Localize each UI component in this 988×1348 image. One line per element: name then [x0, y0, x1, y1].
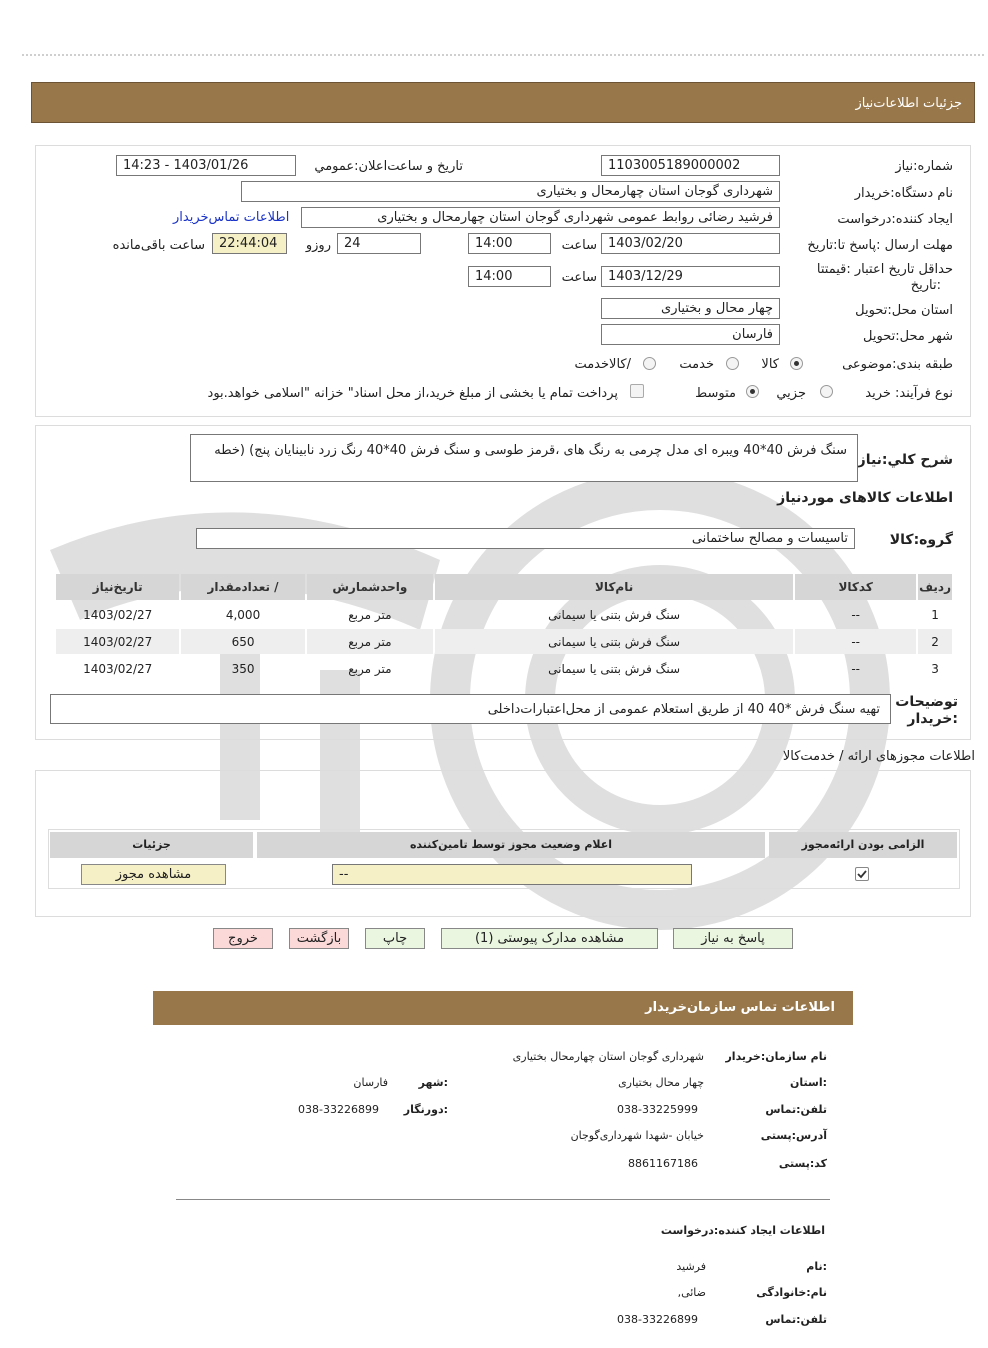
buyer-contact-title: اطلاعات تماس سازمان‌خریدار	[645, 1000, 835, 1015]
contact-postal-label: کد:پستی	[778, 1157, 827, 1170]
buyer-org-label: نام دستگاه:خریدار	[854, 186, 953, 201]
permits-title: اطلاعات مجوزهای ارائه / خدمت‌کالا	[782, 749, 975, 764]
creator-label: ایجاد کننده:درخواست	[837, 212, 953, 227]
cell-code: --	[851, 661, 860, 676]
creator-name-value: فرشید	[676, 1260, 706, 1273]
view-permit-button[interactable]: مشاهده مجوز	[81, 864, 226, 885]
cell-name: سنگ فرش بتنی یا سیمانی	[548, 607, 681, 622]
goods-group-field: تاسیسات و مصالح ساختمانی	[196, 528, 855, 549]
process-minor-label: جزيي	[776, 386, 806, 401]
cell-date: 1403/02/27	[83, 607, 153, 622]
cell-qty: 650	[181, 629, 304, 654]
creator-phone-value: 038-33226899	[617, 1313, 698, 1326]
process-minor-radio[interactable]	[820, 385, 833, 398]
validity-time-label: ساعت	[561, 270, 597, 285]
validity-label-1: حداقل تاریخ اعتبار :قیمتتا	[816, 262, 953, 277]
reply-button[interactable]: پاسخ به نیاز	[673, 928, 793, 949]
permits-col-required: الزامی بودن ارائه‌مجوز	[769, 832, 957, 858]
province-field: چهار محال و بختیاری	[601, 298, 780, 319]
goods-table-header	[56, 574, 952, 600]
category-service-radio[interactable]	[726, 357, 739, 370]
days-label: روزو	[305, 238, 331, 253]
cell-name: سنگ فرش بتنی یا سیمانی	[548, 661, 681, 676]
cell-row: 3	[931, 661, 939, 676]
summary-field: سنگ فرش 40*40 ویبره ای مدل چرمی به رنگ های ،قرمز طوسی و سنگ فرش 40*40 رنگ زرد نابینایان پنج) (خطه	[190, 434, 858, 482]
print-button[interactable]: چاپ	[365, 928, 425, 949]
exit-button[interactable]: خروج	[213, 928, 273, 949]
cell-qty: 4,000	[225, 607, 261, 622]
summary-label: شرح کلي:نیاز	[857, 452, 953, 468]
treasury-checkbox[interactable]	[630, 384, 644, 398]
process-medium-label: متوسط	[695, 386, 736, 401]
cell-unit: متر مربع	[348, 607, 392, 622]
col-name: نام‌کالا	[435, 574, 793, 600]
buyer-org-field: شهرداری گوجان استان چهارمحال و بختیاری	[241, 181, 780, 202]
col-unit: واحدشمارش	[307, 574, 433, 600]
cell-code: --	[795, 629, 916, 654]
announce-label: تاریخ و ساعت‌اعلان:عمومي	[314, 159, 463, 174]
category-goods-radio[interactable]	[790, 357, 803, 370]
validity-date-field: 1403/12/29	[601, 266, 780, 287]
deadline-label: مهلت ارسال :پاسخ تا:تاریخ	[807, 238, 953, 253]
category-goods-label: کالا	[761, 357, 779, 372]
category-goods-service-radio[interactable]	[643, 357, 656, 370]
cell-date: 1403/02/27	[83, 661, 153, 676]
contact-address-value: خیابان -شهدا شهرداری‌گوجان	[570, 1129, 704, 1142]
details-header-bar	[31, 82, 975, 123]
deadline-time-label: ساعت	[561, 238, 597, 253]
cell-unit: متر مربع	[307, 629, 433, 654]
buyer-contact-header-bar	[153, 991, 853, 1025]
contact-fax-value: 038-33226899	[298, 1103, 379, 1116]
contact-phone-label: تلفن:تماس	[765, 1103, 827, 1116]
goods-table	[54, 572, 954, 683]
cell-qty: 350	[231, 661, 255, 676]
city-field: فارسان	[601, 324, 780, 345]
need-number-field: 1103005189000002	[601, 155, 780, 176]
cell-date: 1403/02/27	[56, 629, 179, 654]
treasury-note: پرداخت تمام یا بخشی از مبلغ خرید،از محل اسناد" خزانه "اسلامی خواهد.بود	[207, 386, 618, 401]
category-service-label: خدمت	[679, 357, 714, 372]
permit-required-checkbox[interactable]	[855, 867, 869, 881]
cell-unit: متر مربع	[348, 661, 392, 676]
creator-family-value: ضائی,	[677, 1286, 706, 1299]
check-icon	[856, 868, 868, 880]
col-qty: / تعدادمقدار	[181, 574, 304, 600]
creator-field: فرشید رضائی روابط عمومی شهرداری گوجان استان چهارمحال و بختیاری	[301, 207, 780, 228]
contact-province-label: :استان	[790, 1076, 827, 1089]
back-button[interactable]: بازگشت	[289, 928, 349, 949]
creator-family-label: نام:خانوادگی	[756, 1286, 827, 1299]
remaining-time-field: 22:44:04	[212, 233, 287, 254]
deadline-date-field: 1403/02/20	[601, 233, 780, 254]
permits-col-details: جزئیات	[50, 832, 253, 858]
col-date: تاریخ‌نیاز	[56, 574, 179, 600]
remaining-label: ساعت باقی‌مانده	[112, 238, 205, 253]
cell-row: 2	[918, 629, 952, 654]
contact-city-label: :شهر	[418, 1076, 448, 1089]
buyer-notes-label-2: :خریدار	[907, 711, 958, 727]
province-label: استان محل:تحویل	[855, 303, 953, 318]
creator-phone-label: تلفن:تماس	[765, 1313, 827, 1326]
contact-province-value: چهار محال بختیاری	[618, 1076, 704, 1089]
process-medium-radio[interactable]	[746, 385, 759, 398]
announce-date-field: 1403/01/26 - 14:23	[116, 155, 296, 176]
contact-org-value: شهرداری گوجان استان چهارمحال بختیاری	[512, 1050, 704, 1063]
contact-address-label: آدرس:پستی	[760, 1129, 827, 1142]
category-label: طبقه بندی:موضوعی	[842, 357, 953, 372]
deadline-time-field: 14:00	[468, 233, 551, 254]
creator-name-label: :نام	[806, 1260, 827, 1273]
contact-phone-value: 038-33225999	[617, 1103, 698, 1116]
creator-info-title: اطلاعات ایجاد کننده:درخواست	[660, 1224, 825, 1237]
top-divider	[22, 54, 984, 56]
permit-status-field: --	[332, 864, 692, 885]
contact-org-label: نام سازمان:خریدار	[725, 1050, 827, 1063]
goods-table-wrap	[54, 572, 954, 683]
permits-col-status: اعلام وضعیت مجوز توسط تامین‌کننده	[257, 832, 765, 858]
table-row	[56, 602, 952, 627]
contact-divider	[176, 1199, 830, 1200]
city-label: شهر محل:تحویل	[863, 329, 953, 344]
buyer-contact-link[interactable]: اطلاعات تماس‌خریدار	[173, 210, 290, 225]
col-code: کدکالا	[795, 574, 916, 600]
table-row	[56, 656, 952, 681]
goods-group-label: گروه:کالا	[889, 532, 953, 548]
buyer-notes-label-1: توضیحات	[895, 694, 958, 710]
cell-name: سنگ فرش بتنی یا سیمانی	[435, 629, 793, 654]
process-label: نوع فرآیند: خرید	[865, 386, 953, 401]
goods-info-label: اطلاعات کالاهای موردنیاز	[777, 490, 953, 506]
header-title: جزئیات اطلاعات‌نیاز	[855, 96, 962, 111]
cell-code: --	[851, 607, 860, 622]
table-row	[56, 629, 952, 654]
attachments-button[interactable]: مشاهده مدارک پیوستی (1)	[441, 928, 658, 949]
validity-time-field: 14:00	[468, 266, 551, 287]
need-number-label: شماره:نیاز	[895, 159, 953, 174]
permits-table	[48, 829, 960, 889]
contact-city-value: فارسان	[353, 1076, 388, 1089]
contact-postal-value: 8861167186	[628, 1157, 698, 1170]
buyer-notes-field: تهیه سنگ فرش *40 40 از طریق استعلام عمومی از محل‌اعتبارات‌داخلی	[50, 694, 891, 724]
days-field: 24	[337, 233, 421, 254]
category-goods-service-label: /کالاخدمت	[574, 357, 631, 372]
contact-fax-label: :دورنگار	[403, 1103, 448, 1116]
col-row: ردیف	[918, 574, 952, 600]
validity-label-2: :تاریخ	[910, 278, 941, 293]
cell-row: 1	[931, 607, 939, 622]
